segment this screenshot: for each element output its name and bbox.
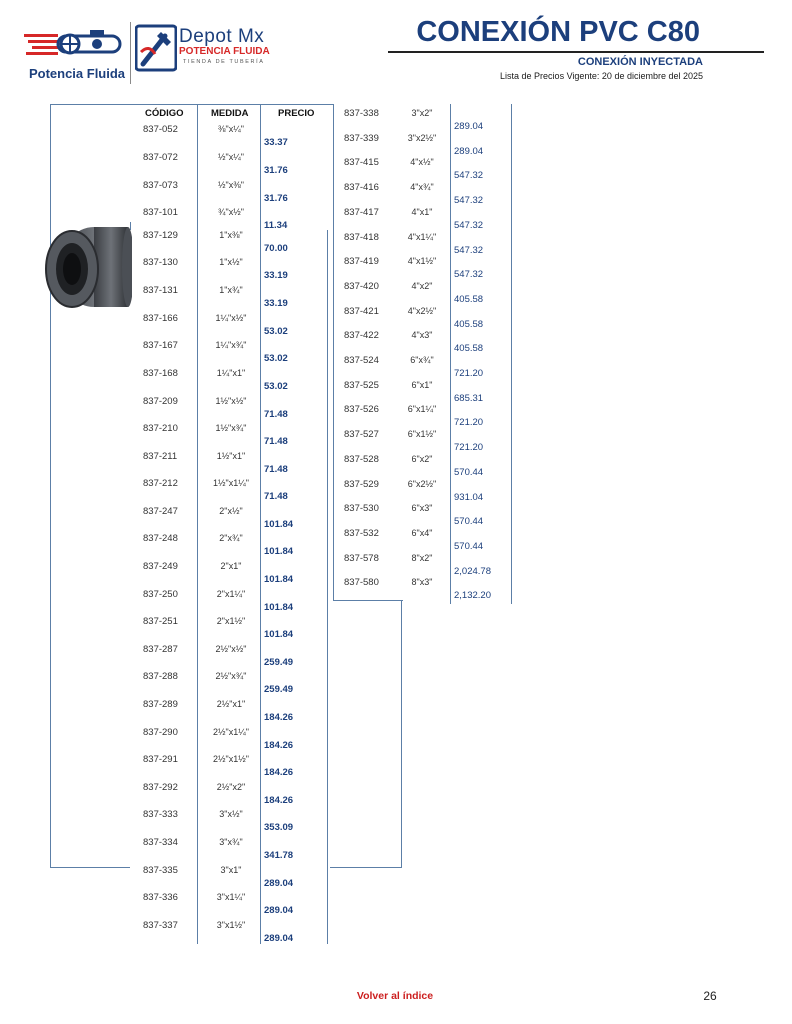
product-code: 837-247 <box>143 506 178 517</box>
product-code: 837-527 <box>344 429 379 441</box>
product-size: 2½"x½" <box>215 644 247 654</box>
product-size: 1¼"x¾" <box>215 340 247 350</box>
product-price: 721.20 <box>454 368 484 379</box>
product-code: 837-532 <box>344 527 379 539</box>
product-price: 11.34 <box>264 220 288 231</box>
product-code: 837-129 <box>143 230 178 241</box>
product-price: 405.58 <box>454 318 484 330</box>
product-image-reducing-bushing <box>40 217 132 315</box>
product-price: 70.00 <box>264 243 288 254</box>
product-size: 2½"x1" <box>216 699 246 709</box>
product-code: 837-211 <box>143 451 178 462</box>
product-size: 1½"x¾" <box>215 423 247 433</box>
product-size: 1"x⅜" <box>219 230 243 240</box>
product-size: 6"x2½" <box>407 478 437 489</box>
product-size: 3"x1¼" <box>216 892 246 902</box>
product-code: 837-333 <box>143 809 178 820</box>
product-code: 837-168 <box>143 368 178 379</box>
product-price: 570.44 <box>454 466 484 478</box>
product-code: 837-578 <box>344 552 379 564</box>
product-code: 837-526 <box>344 404 379 416</box>
product-price: 289.04 <box>454 121 484 132</box>
product-size: 3"x1" <box>220 865 242 875</box>
product-code: 837-524 <box>344 355 379 366</box>
product-size: 3"x½" <box>219 809 243 819</box>
product-size: ½"x⅜" <box>218 180 244 190</box>
product-code: 837-131 <box>143 285 178 296</box>
product-size: 3"x¾" <box>219 837 243 847</box>
product-size: 4"x½" <box>410 157 434 168</box>
product-size: 6"x4" <box>411 527 433 538</box>
product-price: 547.32 <box>454 269 484 281</box>
depot-mx-logo <box>135 24 285 74</box>
table-top-border <box>50 104 334 105</box>
product-size: ½"x¼" <box>218 152 244 162</box>
product-price: 931.04 <box>454 491 484 503</box>
product-price: 341.78 <box>264 850 294 861</box>
product-price: 547.32 <box>454 244 484 256</box>
product-price: 71.48 <box>264 436 288 447</box>
product-price: 289.04 <box>264 905 294 916</box>
product-code: 837-420 <box>344 280 379 292</box>
product-price: 101.84 <box>264 519 294 530</box>
product-code: 837-336 <box>143 892 178 903</box>
product-size: 4"x1¼" <box>407 231 437 242</box>
depot-mx-logo-icon <box>135 24 177 72</box>
product-price: 33.19 <box>264 270 288 281</box>
product-size: 1"x½" <box>219 257 243 267</box>
product-price: 259.49 <box>264 684 294 695</box>
page-title: CONEXIÓN PVC C80 <box>416 16 700 48</box>
product-code: 837-073 <box>143 180 178 191</box>
product-size: 4"x1½" <box>407 256 437 267</box>
product-price: 31.76 <box>264 165 288 176</box>
right-col-divider-size-price <box>450 104 451 604</box>
product-code: 837-525 <box>344 379 379 391</box>
price-list-date: Lista de Precios Vigente: 20 de diciembre del 2025 <box>500 71 703 81</box>
product-price: 101.84 <box>264 546 294 557</box>
product-price: 570.44 <box>454 516 484 528</box>
product-price: 184.26 <box>264 740 294 751</box>
right-table-lower-divider <box>401 600 402 868</box>
product-size: 3"x1½" <box>216 920 246 930</box>
product-size: 2"x¾" <box>219 533 243 543</box>
product-size: 3"x2" <box>411 108 433 118</box>
product-size: 2"x½" <box>219 506 243 516</box>
right-table-left-border <box>333 104 334 600</box>
product-code: 837-421 <box>344 305 379 317</box>
back-to-index-link[interactable]: Volver al índice <box>356 990 434 1002</box>
product-price: 353.09 <box>264 822 294 833</box>
product-price: 405.58 <box>454 343 484 355</box>
product-code: 837-248 <box>143 533 178 544</box>
product-price: 547.32 <box>454 195 484 207</box>
product-price: 53.02 <box>264 353 288 364</box>
product-size: 2½"x1½" <box>213 754 249 764</box>
product-code: 837-418 <box>344 231 379 243</box>
product-code: 837-339 <box>344 132 379 144</box>
product-code: 837-416 <box>344 182 379 194</box>
product-size: 8"x3" <box>411 577 433 588</box>
product-code: 837-335 <box>143 865 178 876</box>
product-price: 721.20 <box>454 442 484 454</box>
product-price: 71.48 <box>264 409 288 420</box>
header-code: CÓDIGO <box>145 108 184 119</box>
product-price: 570.44 <box>454 540 484 552</box>
title-underline <box>388 51 764 53</box>
product-code: 837-338 <box>344 108 379 119</box>
product-price: 184.26 <box>264 712 294 723</box>
product-size: 6"x3" <box>411 503 433 514</box>
product-size: 4"x2" <box>411 280 433 291</box>
product-size: 1½"x1" <box>216 451 246 461</box>
page-subtitle: CONEXIÓN INYECTADA <box>577 56 703 68</box>
depot-mx-logo-name: Depot Mx <box>179 26 265 47</box>
product-code: 837-417 <box>344 206 379 218</box>
product-size: 2"x1¼" <box>216 589 246 599</box>
product-size: 2½"x¾" <box>215 671 247 681</box>
product-size: 1½"x1¼" <box>213 478 249 488</box>
product-price: 33.37 <box>264 137 288 148</box>
product-size: 1¼"x1" <box>216 368 246 378</box>
depot-mx-logo-tagline: POTENCIA FLUIDA <box>179 46 270 57</box>
product-size: 1"x¾" <box>219 285 243 295</box>
product-code: 837-290 <box>143 727 178 738</box>
product-size: 4"x¾" <box>410 182 434 193</box>
product-code: 837-580 <box>344 577 379 589</box>
product-code: 837-210 <box>143 423 178 434</box>
header-price: PRECIO <box>278 108 315 119</box>
product-size: 6"x¾" <box>410 355 434 365</box>
product-size: 4"x2½" <box>407 305 437 316</box>
product-price: 685.31 <box>454 392 484 404</box>
product-code: 837-072 <box>143 152 178 163</box>
reducing-bushing-image <box>40 217 132 315</box>
product-price: 547.32 <box>454 219 484 231</box>
potencia-fluida-logo-mark <box>24 20 130 66</box>
product-code: 837-287 <box>143 644 178 655</box>
product-code: 837-337 <box>143 920 178 931</box>
product-code: 837-101 <box>143 207 178 218</box>
product-code: 837-289 <box>143 699 178 710</box>
product-code: 837-291 <box>143 754 178 765</box>
product-price: 2,132.20 <box>454 590 491 602</box>
product-size: 6"x1¼" <box>407 404 437 415</box>
product-code: 837-528 <box>344 453 379 465</box>
potencia-fluida-logo-text: Potencia Fluida <box>28 66 126 81</box>
product-size: 1¼"x½" <box>215 313 247 323</box>
product-code: 837-419 <box>344 256 379 268</box>
product-code: 837-166 <box>143 313 178 324</box>
product-code: 837-167 <box>143 340 178 351</box>
col-divider-code-size <box>197 104 198 944</box>
product-price: 289.04 <box>454 145 484 157</box>
product-price: 71.48 <box>264 491 288 502</box>
product-price: 721.20 <box>454 417 484 429</box>
product-size: 4"x1" <box>411 206 433 217</box>
product-price: 259.49 <box>264 657 294 668</box>
table-bottom-right-border <box>330 867 402 868</box>
product-price: 53.02 <box>264 326 288 337</box>
product-size: 4"x3" <box>411 330 433 341</box>
potencia-fluida-logo <box>24 20 130 90</box>
product-price: 289.04 <box>264 933 294 944</box>
product-code: 837-250 <box>143 589 178 600</box>
product-code: 837-212 <box>143 478 178 489</box>
product-code: 837-052 <box>143 124 178 135</box>
logo-divider <box>130 22 131 84</box>
product-size: 2"x1" <box>220 561 242 571</box>
product-size: 1½"x½" <box>215 396 247 406</box>
product-size: ¾"x½" <box>218 207 244 217</box>
product-code: 837-422 <box>344 330 379 342</box>
product-size: 3"x2½" <box>407 132 437 143</box>
product-price: 101.84 <box>264 629 294 640</box>
product-price: 184.26 <box>264 767 294 778</box>
product-price: 2,024.78 <box>454 565 491 577</box>
product-code: 837-530 <box>344 503 379 515</box>
product-size: 2½"x1¼" <box>213 727 249 737</box>
product-price: 405.58 <box>454 293 484 305</box>
product-price: 71.48 <box>264 464 288 475</box>
product-price: 101.84 <box>264 602 294 613</box>
depot-mx-logo-store: TIENDA DE TUBERÍA <box>183 59 265 65</box>
product-code: 837-288 <box>143 671 178 682</box>
product-code: 837-529 <box>344 478 379 490</box>
product-price: 184.26 <box>264 795 294 806</box>
product-size: ⅜"x¼" <box>218 124 244 134</box>
product-code: 837-292 <box>143 782 178 793</box>
product-size: 2"x1½" <box>216 616 246 626</box>
product-code: 837-415 <box>344 157 379 169</box>
right-table-bottom-border <box>333 600 403 601</box>
product-code: 837-334 <box>143 837 178 848</box>
product-price: 33.19 <box>264 298 288 309</box>
product-size: 6"x2" <box>411 453 433 464</box>
table-bottom-left-border <box>50 867 130 868</box>
product-code: 837-251 <box>143 616 178 627</box>
product-size: 8"x2" <box>411 552 433 563</box>
product-size: 2½"x2" <box>216 782 246 792</box>
product-price: 547.32 <box>454 170 484 182</box>
col-divider-price-right <box>327 230 328 944</box>
product-code: 837-249 <box>143 561 178 572</box>
product-code: 837-209 <box>143 396 178 407</box>
page-number: 26 <box>703 989 717 1003</box>
product-price: 53.02 <box>264 381 288 392</box>
header-size: MEDIDA <box>211 108 249 119</box>
product-price: 31.76 <box>264 193 288 204</box>
product-price: 289.04 <box>264 878 294 889</box>
product-code: 837-130 <box>143 257 178 268</box>
product-size: 6"x1½" <box>407 429 437 440</box>
product-price: 101.84 <box>264 574 294 585</box>
product-size: 6"x1" <box>411 379 433 390</box>
